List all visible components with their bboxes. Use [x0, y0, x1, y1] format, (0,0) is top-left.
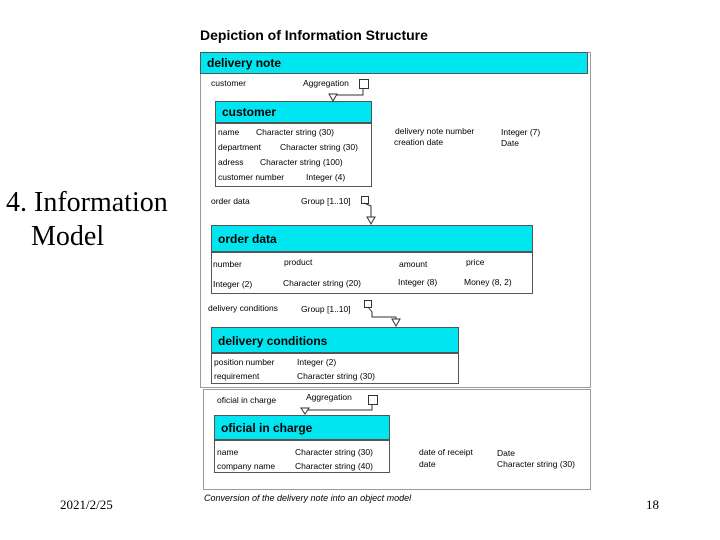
order-data-relation: Group [1..10]: [301, 196, 351, 206]
official-extra-type: Date: [497, 448, 515, 458]
customer-attr-type: Integer (4): [306, 172, 346, 182]
delivery-conditions-attr-name: position number: [214, 357, 275, 367]
figure-caption: Conversion of the delivery note into an object model: [204, 493, 412, 503]
order-data-type: Integer (2): [213, 279, 253, 289]
customer-class-title: customer: [222, 105, 277, 119]
delivery-conditions-connector: [368, 307, 396, 319]
official-attr-name: name: [217, 447, 239, 457]
customer-attr-type: Character string (30): [280, 142, 358, 152]
customer-attr-type: Character string (30): [256, 127, 334, 137]
customer-attr-name: department: [218, 142, 261, 152]
official-attr-type: Character string (40): [295, 461, 373, 471]
customer-attr-type: Character string (100): [260, 157, 343, 167]
delivery-note-attr-name: delivery note number: [395, 126, 475, 136]
official-extra-name: date: [419, 459, 436, 469]
delivery-note-attr-type: Date: [501, 138, 519, 148]
order-data-type: Character string (20): [283, 278, 361, 288]
official-arrowhead: [301, 408, 309, 414]
delivery-conditions-attr-name: requirement: [214, 371, 260, 381]
order-data-column: price: [466, 257, 485, 267]
figure-title: Depiction of Information Structure: [200, 27, 428, 43]
delivery-conditions-attr-type: Character string (30): [297, 371, 375, 381]
order-data-title: order data: [218, 232, 277, 246]
official-label: oficial in charge: [217, 395, 277, 405]
customer-label: customer: [211, 78, 246, 88]
order-data-column: amount: [399, 259, 428, 269]
order-data-column: product: [284, 257, 313, 267]
official-attr-type: Character string (30): [295, 447, 373, 457]
delivery-conditions-relation: Group [1..10]: [301, 304, 351, 314]
delivery-conditions-label: delivery conditions: [208, 303, 278, 313]
delivery-conditions-title: delivery conditions: [218, 334, 328, 348]
official-extra-name: date of receipt: [419, 447, 473, 457]
order-data-arrowhead: [367, 217, 375, 224]
order-data-connector: [364, 203, 371, 217]
slide-title-line1: 4. Information: [6, 187, 168, 218]
order-data-label: order data: [211, 196, 250, 206]
delivery-conditions-arrowhead: [392, 319, 400, 326]
official-relation: Aggregation: [306, 392, 352, 402]
order-data-type: Integer (8): [398, 277, 438, 287]
order-data-type: Money (8, 2): [464, 277, 512, 287]
official-connector: [305, 404, 372, 410]
slide-page-number: 18: [646, 497, 659, 512]
customer-relation: Aggregation: [303, 78, 349, 88]
official-extra-type: Character string (30): [497, 459, 575, 469]
customer-attr-name: name: [218, 127, 240, 137]
delivery-note-attr-name: creation date: [394, 137, 444, 147]
customer-attr-name: customer number: [218, 172, 285, 182]
official-attr-name: company name: [217, 461, 276, 471]
delivery-conditions-attr-type: Integer (2): [297, 357, 337, 367]
order-data-column: number: [213, 259, 242, 269]
delivery-note-attr-type: Integer (7): [501, 127, 541, 137]
delivery-note-header-label: delivery note: [207, 56, 282, 70]
slide-date: 2021/2/25: [60, 497, 113, 512]
customer-arrowhead: [329, 94, 337, 101]
customer-attr-name: adress: [218, 157, 244, 167]
slide-title-line2: Model: [31, 221, 105, 252]
official-class-title: oficial in charge: [221, 421, 313, 435]
